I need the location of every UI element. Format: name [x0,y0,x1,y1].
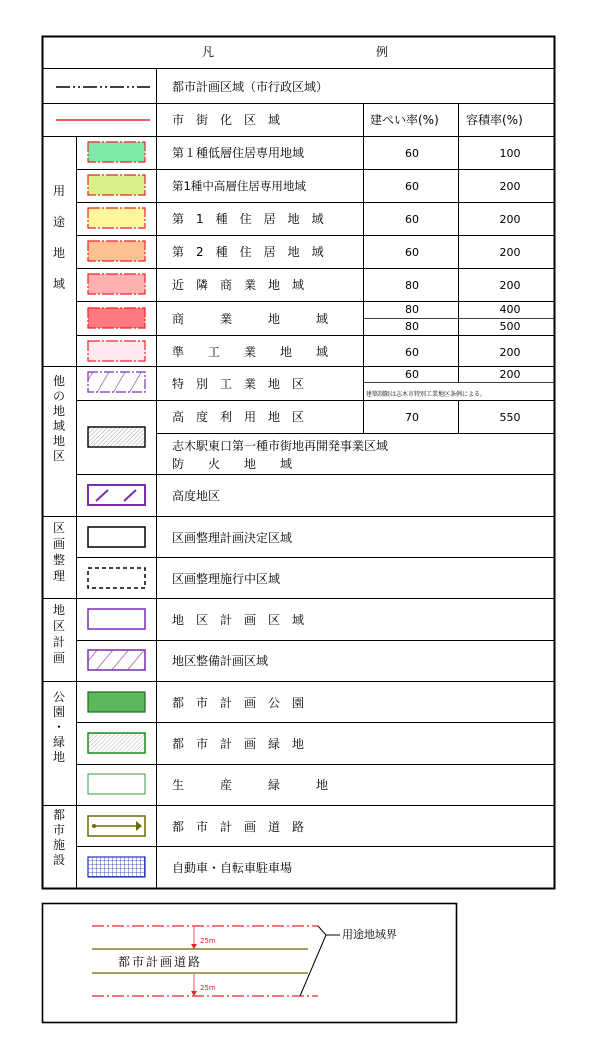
zone-far: 200 [499,279,521,292]
zone-bcr: 80 [405,303,419,316]
zone-label: 第 2 種 住 居 地 域 [172,245,324,259]
city-planning-area-label: 都市計画区域（市行政区域） [172,80,329,94]
fire-prevention-label: 防 火 地 域 [172,457,293,471]
city-park-label: 都 市 計 画 公 園 [172,696,305,710]
high-use-far: 550 [499,411,521,424]
district-plan-area-label: 地 区 計 画 区 域 [172,613,305,627]
zone-bcr: 60 [405,180,419,193]
parking-label: 自動車・自転車駐車場 [172,861,293,875]
urbanization-area-label: 市 街 化 区 域 [172,113,281,127]
zone-far: 100 [499,147,521,160]
diagram-boundary-label: 用途地域界 [342,928,397,941]
zone-bcr: 60 [405,213,419,226]
header-far: 容積率(%) [466,113,523,127]
district-improve-area-label: 地区整備計画区域 [172,654,269,668]
zone-far: 200 [499,213,521,226]
height-district-label: 高度地区 [172,489,221,503]
group-label-other: 他 の 地 域 地 区 [52,374,65,463]
diagram-dist-bottom: 25m [200,984,216,992]
zone-far: 200 [499,180,521,193]
zone-label: 第１種低層住居専用地域 [172,146,305,160]
zone-bcr: 80 [405,279,419,292]
city-road-label: 都 市 計 画 道 路 [172,820,305,834]
zone-label: 第 1 種 住 居 地 域 [172,212,324,226]
special-industry-far: 200 [499,368,521,381]
zone-bcr: 60 [405,346,419,359]
readjust-decided-label: 区画整理計画決定区域 [172,531,293,545]
legend-title-right: 例 [376,45,389,59]
zone-bcr: 60 [405,246,419,259]
city-green-label: 都 市 計 画 緑 地 [172,737,305,751]
zone-bcr: 80 [405,320,419,333]
special-industry-note: 建築制限は志木市特別工業地区条例による。 [366,391,487,398]
diagram-road-label: 都市計画道路 [118,955,203,969]
zone-bcr: 60 [405,147,419,160]
group-label-readjust: 区 画 整 理 [52,521,65,583]
special-industry-bcr: 60 [405,368,419,381]
legend-title-left: 凡 [202,45,215,59]
group-label-district: 地 区 計 画 [52,603,65,665]
diagram-dist-top: 25m [200,937,216,945]
readjust-ongoing-label: 区画整理施行中区域 [172,572,281,586]
zone-far: 200 [499,246,521,259]
redevelopment-label: 志木駅東口第一種市街地再開発事業区域 [172,439,389,453]
high-use-label: 高 度 利 用 地 区 [172,410,305,424]
group-label-use: 用 途 地 域 [52,184,65,291]
zone-label: 商 業 地 域 [172,312,329,326]
zone-label: 準 工 業 地 域 [172,345,329,359]
production-green-label: 生 産 緑 地 [172,778,329,792]
zone-label: 近 隣 商 業 地 域 [172,278,305,292]
group-label-park: 公 園 ・ 緑 地 [52,690,65,764]
zone-far: 400 [499,303,521,316]
header-bcr: 建ぺい率(%) [370,113,439,127]
zone-far: 200 [499,346,521,359]
high-use-bcr: 70 [405,411,419,424]
group-label-facility: 都 市 施 設 [52,808,65,867]
special-industry-label: 特 別 工 業 地 区 [172,377,305,391]
zone-label: 第1種中高層住居専用地域 [172,179,306,193]
zone-far: 500 [499,320,521,333]
